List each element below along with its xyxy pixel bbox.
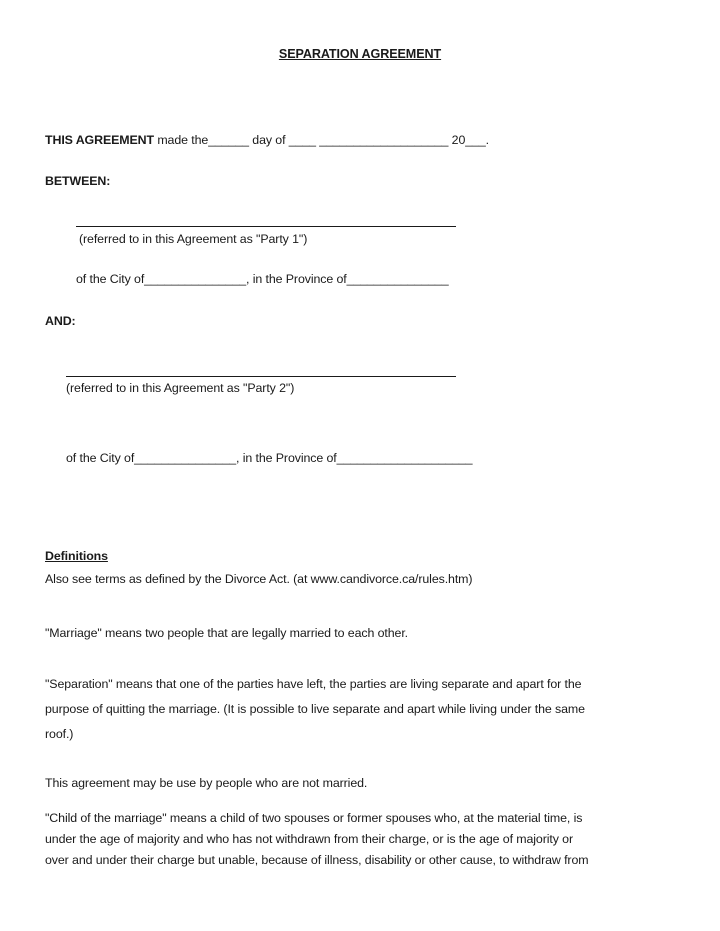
party2-location: of the City of_______________, in the Province of____________________ (66, 451, 473, 465)
party1-location: of the City of_______________, in the Province of_______________ (76, 272, 449, 286)
agreement-lead: THIS AGREEMENT (45, 133, 154, 147)
definition-separation-line: roof.) (45, 727, 74, 741)
between-label: BETWEEN: (45, 174, 111, 188)
definitions-heading: Definitions (45, 549, 108, 563)
definitions-see-terms: Also see terms as defined by the Divorce Act. (at www.candivorce.ca/rules.htm) (45, 572, 473, 586)
document-title: SEPARATION AGREEMENT (278, 47, 442, 61)
definition-child-line: under the age of majority and who has not withdrawn from their charge, or is the age of majority or (45, 832, 573, 846)
party1-referred: (referred to in this Agreement as "Party 1") (79, 232, 308, 246)
agreement-date-line (45, 133, 489, 148)
party2-name-line (66, 376, 456, 377)
definition-not-married: This agreement may be use by people who are not married. (45, 776, 368, 790)
definition-child-line: "Child of the marriage" means a child of two spouses or former spouses who, at the material time, is (45, 811, 583, 825)
agreement-made-the: made the______ day of ____ ___________________ 20___. (157, 133, 489, 147)
definition-separation-line: purpose of quitting the marriage. (It is possible to live separate and apart while living under the same (45, 702, 585, 716)
and-label: AND: (45, 314, 76, 328)
party2-referred: (referred to in this Agreement as "Party 2") (66, 381, 295, 395)
definition-separation-line: "Separation" means that one of the parties have left, the parties are living separate and apart for the (45, 677, 582, 691)
definition-child-line: over and under their charge but unable, because of illness, disability or other cause, to withdraw from (45, 853, 589, 867)
definition-marriage: "Marriage" means two people that are legally married to each other. (45, 626, 408, 640)
party1-name-line (76, 226, 456, 227)
